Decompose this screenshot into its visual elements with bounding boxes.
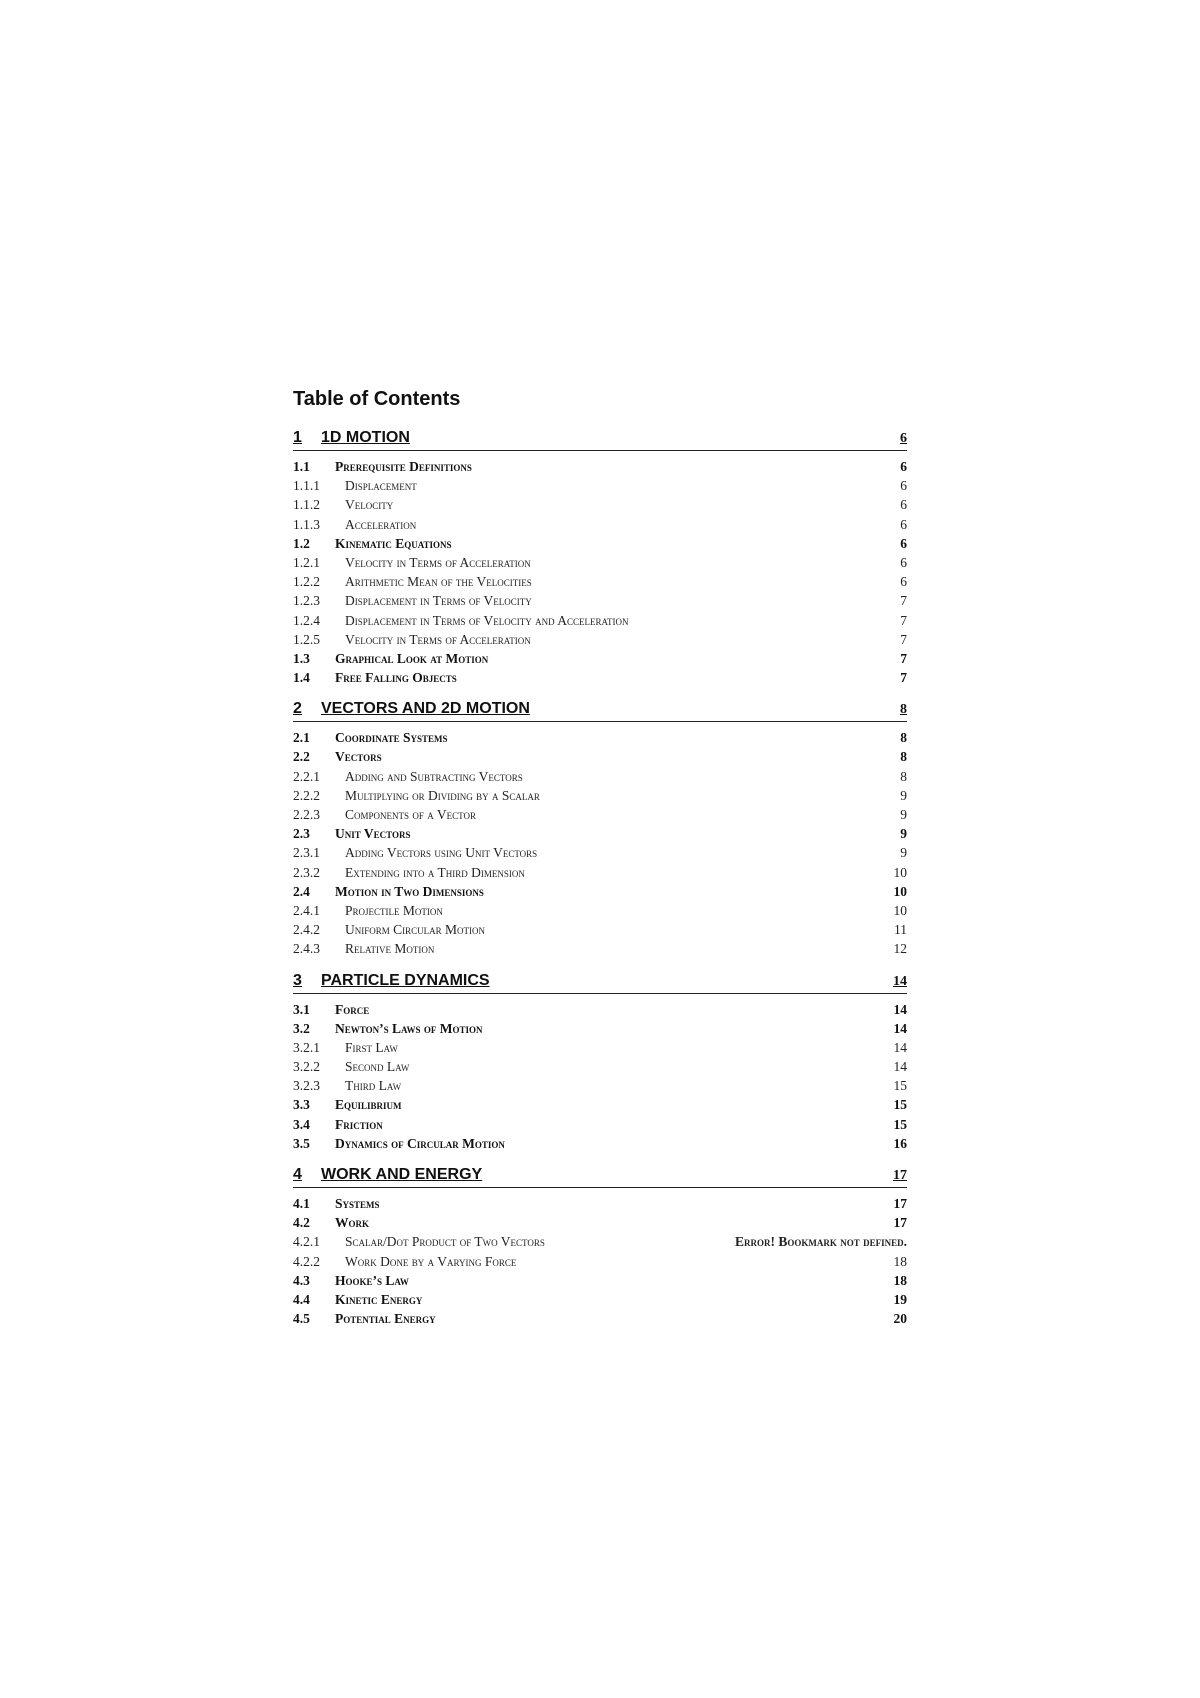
entry-title: Displacement	[345, 478, 417, 494]
chapter-number: 4	[293, 1166, 302, 1183]
entry-number: 3.1	[293, 1001, 310, 1017]
entry-number: 1.2.1	[293, 554, 320, 570]
section-entry-link[interactable]	[293, 882, 907, 901]
entry-page-number: 17	[893, 1215, 907, 1231]
chapter-title: VECTORS AND 2D MOTION	[321, 700, 530, 718]
subsection-entry-link[interactable]	[293, 939, 907, 958]
entry-number: 4.2	[293, 1215, 310, 1231]
entry-page-number: 20	[893, 1311, 907, 1327]
entry-number: 2.2.1	[293, 768, 320, 784]
entry-title: Graphical Look at Motion	[335, 650, 489, 666]
subsection-entry-link[interactable]	[293, 843, 907, 862]
entry-title: Arithmetic Mean of the Velocities	[345, 574, 532, 590]
entry-title: Dynamics of Circular Motion	[335, 1135, 505, 1151]
entry-page-number: 6	[900, 535, 907, 551]
entry-page-number: 8	[900, 730, 907, 746]
subsection-entry-link[interactable]	[293, 1057, 907, 1076]
entry-number: 4.4	[293, 1291, 310, 1307]
entry-title: Projectile Motion	[345, 902, 443, 918]
entry-number: 2.2.2	[293, 787, 320, 803]
entry-number: 4.1	[293, 1196, 310, 1211]
entry-title: Velocity in Terms of Acceleration	[345, 554, 531, 570]
chapter-heading-link[interactable]	[293, 428, 907, 451]
entry-page-number: 9	[900, 845, 907, 861]
entry-number: 4.3	[293, 1272, 310, 1288]
entry-number: 2.3.2	[293, 864, 320, 880]
entry-number: 1.2.5	[293, 631, 320, 647]
section-entry-link[interactable]	[293, 1115, 907, 1134]
entry-page-number: 7	[900, 670, 907, 686]
chapter-number: 3	[293, 971, 302, 989]
chapter-list	[293, 428, 907, 1328]
section-entry-link[interactable]	[293, 1019, 907, 1038]
section-entry-link[interactable]	[293, 649, 907, 668]
entry-title: Free Falling Objects	[335, 670, 457, 686]
subsection-entry-link[interactable]	[293, 920, 907, 939]
chapter-section	[293, 428, 907, 687]
section-entry-link[interactable]	[293, 1213, 907, 1232]
entry-title: Uniform Circular Motion	[345, 922, 486, 938]
entry-page-number: 12	[893, 941, 907, 957]
entry-number: 1.2.4	[293, 612, 320, 628]
entry-number: 3.3	[293, 1097, 310, 1113]
entry-title: Relative Motion	[345, 941, 435, 957]
chapter-section	[293, 1165, 907, 1328]
chapter-page-number: 8	[900, 702, 907, 718]
page-title: Table of Contents	[293, 388, 461, 410]
entry-page-number: 9	[900, 826, 907, 842]
subsection-entry-link[interactable]	[293, 591, 907, 610]
section-entry-link[interactable]	[293, 728, 907, 747]
entry-title: Acceleration	[345, 516, 417, 532]
entry-number: 3.2.2	[293, 1059, 320, 1075]
entry-page-number: 10	[893, 902, 907, 918]
entry-page-number: 6	[900, 459, 907, 474]
subsection-entry-link[interactable]	[293, 786, 907, 805]
entry-number: 1.1.2	[293, 497, 320, 513]
entry-title: Multiplying or Dividing by a Scalar	[345, 787, 540, 803]
table-of-contents	[293, 386, 907, 1340]
entry-number: 1.1.3	[293, 516, 320, 532]
entry-title: Prerequisite Definitions	[335, 459, 472, 474]
entry-page-number: 10	[893, 864, 907, 880]
section-entry-link[interactable]	[293, 824, 907, 843]
entry-page-number: 6	[900, 516, 907, 532]
entry-page-number: 17	[893, 1196, 907, 1211]
subsection-entry-link[interactable]	[293, 630, 907, 649]
entry-number: 4.5	[293, 1311, 310, 1327]
entry-page-number: 9	[900, 787, 907, 803]
entry-title: Scalar/Dot Product of Two Vectors	[345, 1234, 545, 1250]
entry-title: Vectors	[335, 749, 382, 765]
entry-title: Extending into a Third Dimension	[345, 864, 525, 880]
entry-number: 3.5	[293, 1135, 310, 1151]
entry-title: Potential Energy	[335, 1311, 436, 1327]
entry-number: 2.2.3	[293, 807, 320, 822]
entry-page-number: 18	[893, 1253, 907, 1269]
section-entry-link[interactable]	[293, 1271, 907, 1290]
section-entry-link[interactable]	[293, 534, 907, 553]
entry-title: Work Done by a Varying Force	[345, 1253, 517, 1269]
subsection-entry-link[interactable]	[293, 476, 907, 495]
entry-number: 2.3	[293, 826, 310, 842]
entry-page-number: 10	[893, 883, 907, 899]
section-entry-link[interactable]	[293, 1000, 907, 1019]
entry-number: 4.2.1	[293, 1234, 320, 1250]
entry-page-number: 6	[900, 497, 907, 513]
chapter-section	[293, 699, 907, 958]
chapter-page-number: 6	[900, 431, 907, 446]
subsection-entry-link[interactable]	[293, 611, 907, 630]
entry-page-number: 14	[893, 1020, 907, 1036]
entry-title: Newton’s Laws of Motion	[335, 1020, 483, 1036]
entry-number: 2.4.3	[293, 941, 320, 957]
entry-number: 3.4	[293, 1116, 310, 1132]
entry-page-number: 7	[900, 650, 907, 666]
entry-number: 3.2.1	[293, 1039, 320, 1055]
entry-title: Second Law	[345, 1059, 410, 1075]
entry-number: 2.4	[293, 883, 310, 899]
entry-number: 1.1	[293, 459, 310, 474]
section-entry-link[interactable]	[293, 1134, 907, 1153]
section-entry-link[interactable]	[293, 668, 907, 687]
entry-page-number: 7	[900, 631, 907, 647]
entry-title: Displacement in Terms of Velocity	[345, 593, 532, 609]
entry-title: Adding and Subtracting Vectors	[345, 768, 523, 784]
chapter-section	[293, 971, 907, 1154]
entry-number: 2.1	[293, 730, 310, 746]
entry-number: 3.2.3	[293, 1078, 320, 1094]
entry-page-number: 6	[900, 554, 907, 570]
subsection-entry-link[interactable]	[293, 901, 907, 920]
entry-number: 1.3	[293, 650, 310, 666]
entry-title: Third Law	[345, 1078, 402, 1094]
section-entry-link[interactable]	[293, 747, 907, 766]
entry-number: 2.3.1	[293, 845, 320, 861]
entry-page-number: 15	[893, 1078, 907, 1094]
entry-number: 2.4.2	[293, 922, 320, 938]
entry-title: Systems	[335, 1196, 380, 1211]
entry-page-number: 19	[893, 1291, 907, 1307]
subsection-entry-link[interactable]	[293, 1038, 907, 1057]
entry-title: Components of a Vector	[345, 807, 476, 822]
entry-page-number: 8	[900, 749, 907, 765]
entry-page-number: 14	[893, 1001, 907, 1017]
entry-title: Friction	[335, 1116, 383, 1132]
entry-title: Force	[335, 1001, 370, 1017]
entry-title: Work	[335, 1215, 370, 1231]
entry-page-number: 7	[900, 593, 907, 609]
chapter-heading-link[interactable]	[293, 1165, 907, 1188]
entry-page-number: 18	[893, 1272, 907, 1288]
entry-page-number: 7	[900, 612, 907, 628]
chapter-number: 2	[293, 700, 302, 718]
entry-page-number: 6	[900, 574, 907, 590]
chapter-number: 1	[293, 429, 302, 446]
subsection-entry-link[interactable]	[293, 805, 907, 824]
entry-title: Displacement in Terms of Velocity and Acceleration	[345, 612, 629, 628]
entry-title: Kinetic Energy	[335, 1291, 423, 1307]
chapter-title: PARTICLE DYNAMICS	[321, 971, 490, 989]
subsection-entry-link[interactable]	[293, 572, 907, 591]
entry-title: Equilibrium	[335, 1097, 402, 1113]
entry-number: 1.2.3	[293, 593, 320, 609]
section-entry-link[interactable]	[293, 457, 907, 476]
chapter-page-number: 17	[893, 1168, 907, 1183]
entry-page-number: 11	[894, 922, 907, 938]
entry-title: Velocity in Terms of Acceleration	[345, 631, 531, 647]
entry-title: Motion in Two Dimensions	[335, 883, 484, 899]
entry-page-number: 16	[893, 1135, 907, 1151]
subsection-entry-link[interactable]	[293, 1252, 907, 1271]
entry-page-number: 6	[900, 478, 907, 494]
section-entry-link[interactable]	[293, 1309, 907, 1328]
entry-title: Coordinate Systems	[335, 730, 448, 746]
section-entry-link[interactable]	[293, 1095, 907, 1114]
entry-number: 1.4	[293, 670, 310, 686]
entry-page-number: 14	[893, 1059, 907, 1075]
entry-title: Hooke’s Law	[335, 1272, 409, 1288]
subsection-entry-link[interactable]	[293, 863, 907, 882]
chapter-heading-link[interactable]	[293, 971, 907, 994]
subsection-entry-link[interactable]	[293, 553, 907, 572]
entry-number: 2.4.1	[293, 902, 320, 918]
entry-number: 4.2.2	[293, 1253, 320, 1269]
entry-page-number: 8	[900, 768, 907, 784]
entry-number: 1.2	[293, 535, 310, 551]
bookmark-error-text: Error! Bookmark not defined.	[734, 1234, 907, 1250]
entry-number: 1.1.1	[293, 478, 320, 494]
entry-number: 1.2.2	[293, 574, 320, 590]
entry-page-number: 15	[893, 1097, 907, 1113]
section-entry-link[interactable]	[293, 1290, 907, 1309]
entry-page-number: 15	[893, 1116, 907, 1132]
subsection-entry-link[interactable]	[293, 767, 907, 786]
entry-title: Kinematic Equations	[335, 535, 452, 551]
chapter-page-number: 14	[893, 973, 907, 989]
subsection-entry-link[interactable]	[293, 515, 907, 534]
subsection-entry-link[interactable]	[293, 1076, 907, 1095]
entry-title: First Law	[345, 1039, 398, 1055]
entry-page-number: 9	[900, 807, 907, 822]
chapter-heading-link[interactable]	[293, 699, 907, 722]
section-entry-link[interactable]	[293, 1194, 907, 1213]
chapter-title: 1D MOTION	[321, 429, 410, 446]
entry-title: Velocity	[345, 497, 394, 513]
entry-title: Adding Vectors using Unit Vectors	[345, 845, 538, 861]
subsection-entry-link[interactable]	[293, 495, 907, 514]
entry-page-number: 14	[893, 1039, 907, 1055]
chapter-title: WORK AND ENERGY	[321, 1166, 483, 1183]
entry-number: 2.2	[293, 749, 310, 765]
entry-number: 3.2	[293, 1020, 310, 1036]
subsection-entry-link[interactable]	[293, 1232, 907, 1251]
entry-title: Unit Vectors	[335, 826, 411, 842]
